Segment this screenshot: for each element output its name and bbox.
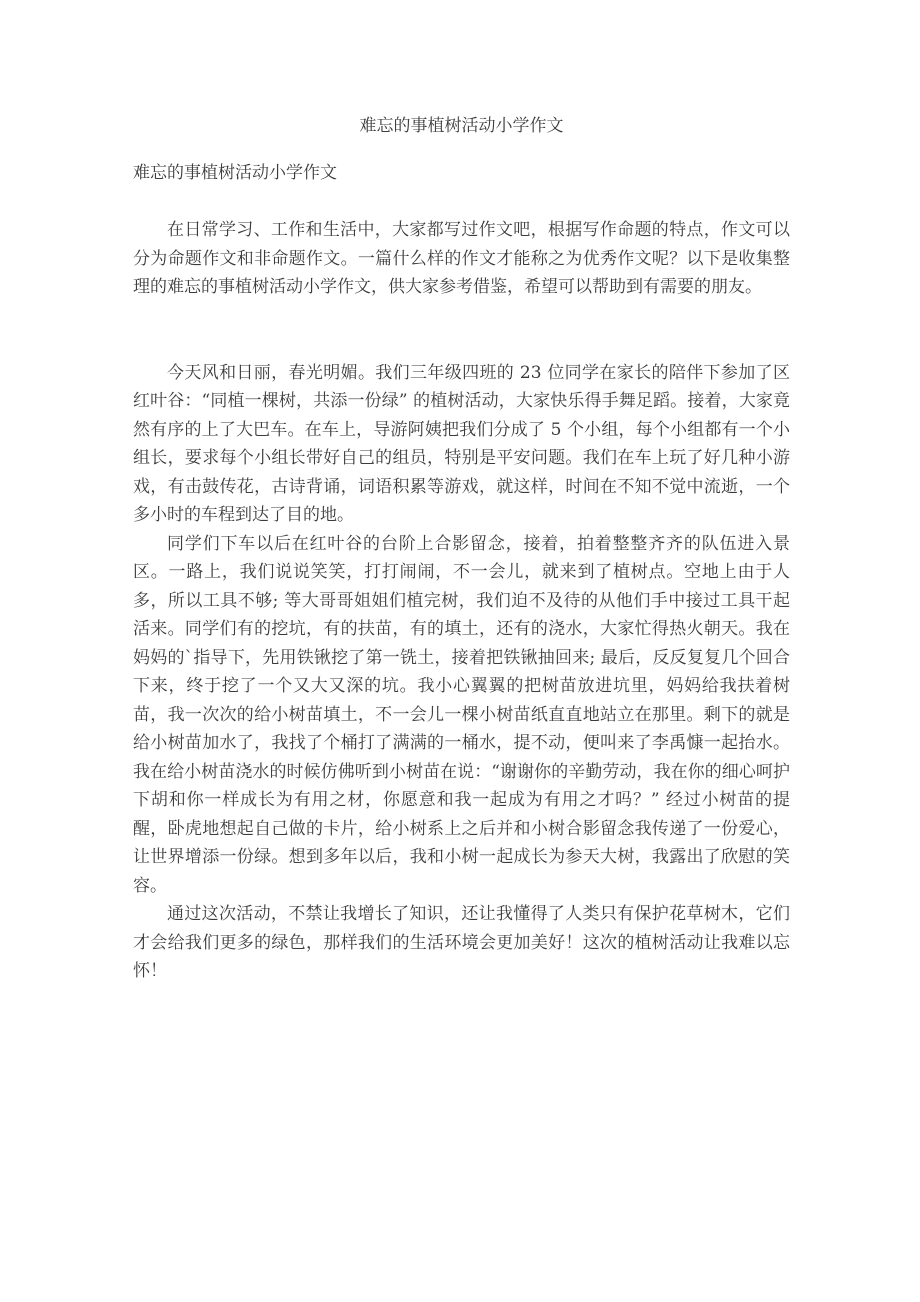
essay-paragraph-1: 今天风和日丽，春光明媚。我们三年级四班的 23 位同学在家长的陪伴下参加了区红叶谷：“同植一棵树，共添一份绿” 的植树活动，大家快乐得手舞足蹈。接着，大家竟然有序的上了大巴车。在车上，导游阿姨把我们分成了 5 个小组，每个小组都有一个小组长，要求每个小组长带好自己的组员，特别是平安问题。我们在车上玩了好几种小游戏，有击鼓传花，古诗背诵，词语积累等游戏，就这样，时间在不知不觉中流逝，一个多小时的车程到达了目的地。 xyxy=(133,362,790,525)
document-title: 难忘的事植树活动小学作文 xyxy=(359,116,564,136)
intro-paragraph: 在日常学习、工作和生活中，大家都写过作文吧，根据写作命题的特点，作文可以分为命题作文和非命题作文。一篇什么样的作文才能称之为优秀作文呢？以下是收集整理的难忘的事植树活动小学作文，供大家参考借鉴，希望可以帮助到有需要的朋友。 xyxy=(133,220,790,297)
blank-line-gap xyxy=(133,302,790,359)
essay-paragraph-2: 同学们下车以后在红叶谷的台阶上合影留念，接着，拍着整整齐齐的队伍进入景区。一路上，我们说说笑笑，打打闹闹，不一会儿，就来到了植树点。空地上由于人多，所以工具不够; 等大哥哥姐姐们植完树，我们迫不及待的从他们手中接过工具干起活来。同学们有的挖坑，有的扶苗，有的填土，还有的浇水，大家忙得热火朝天。我在妈妈的`指导下，先用铁锹挖了第一铣土，接着把铁锹抽回来; 最后，反反复复几个回合下来，终于挖了一个又大又深的坑。我小心翼翼的把树苗放进坑里，妈妈给我扶着树苗，我一次次的给小树苗填土，不一会儿一棵小树苗纸直直地站立在那里。剩下的就是给小树苗加水了，我找了个桶打了满满的一桶水，提不动，便叫来了李禹慷一起抬水。我在给小树苗浇水的时候仿佛听到小树苗在说：“谢谢你的辛勤劳动，我在你的细心呵护下胡和你一样成长为有用之材，你愿意和我一起成为有用之才吗？” 经过小树苗的提醒，卧虎地想起自己做的卡片，给小树系上之后并和小树合影留念我传递了一份爱心，让世界增添一份绿。想到多年以后，我和小树一起成长为参天大树，我露出了欣慰的笑容。 xyxy=(133,533,790,896)
document-subtitle: 难忘的事植树活动小学作文 xyxy=(133,162,337,183)
essay-paragraph-3: 通过这次活动，不禁让我增长了知识，还让我懂得了人类只有保护花草树木，它们才会给我们更多的绿色，那样我们的生活环境会更加美好！这次的植树活动让我难以忘怀！ xyxy=(133,904,790,981)
